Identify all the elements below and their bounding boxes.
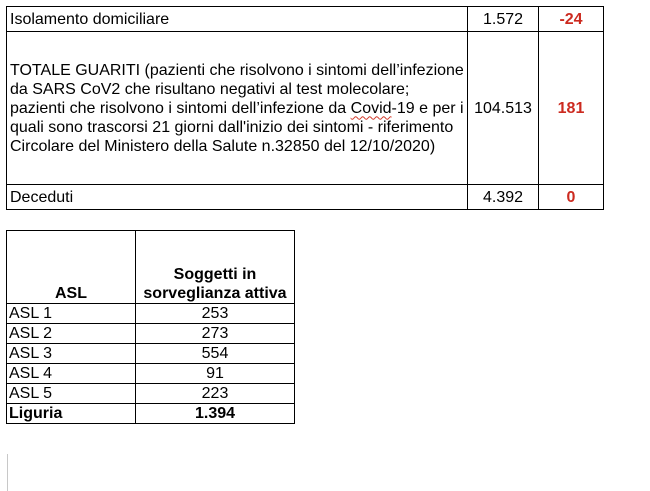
row-label: Isolamento domiciliare	[7, 7, 468, 32]
row-value: 4.392	[468, 185, 539, 210]
total-name: Liguria	[7, 404, 136, 424]
asl-value: 273	[136, 324, 295, 344]
asl-value: 253	[136, 304, 295, 324]
total-row	[7, 404, 295, 424]
table-row	[7, 185, 604, 210]
table-row	[7, 344, 295, 364]
total-value: 1.394	[136, 404, 295, 424]
asl-table	[6, 230, 295, 424]
row-label: Deceduti	[7, 185, 468, 210]
table-row	[7, 324, 295, 344]
label-text-post: -19 e per i quali sono trascorsi 21 giorni dall'inizio dei sintomi - riferimento Circolare del Ministero della Salute n.32850 del 12/10/2020)	[10, 99, 464, 155]
row-value: 1.572	[468, 7, 539, 32]
row-value: 104.513	[468, 32, 539, 185]
row-label	[7, 32, 468, 185]
asl-name: ASL 1	[7, 304, 136, 324]
asl-value: 91	[136, 364, 295, 384]
asl-value: 223	[136, 384, 295, 404]
gridline	[7, 454, 8, 491]
column-header-soggetti: Soggetti in sorveglianza attiva	[136, 231, 295, 304]
table-row	[7, 7, 604, 32]
column-header-asl: ASL	[7, 231, 136, 304]
table-row	[7, 364, 295, 384]
table-row	[7, 304, 295, 324]
row-delta: 181	[539, 32, 604, 185]
row-delta: 0	[539, 185, 604, 210]
asl-name: ASL 4	[7, 364, 136, 384]
asl-name: ASL 2	[7, 324, 136, 344]
spellcheck-word: Covid	[350, 99, 392, 117]
label-text-pre: TOTALE GUARITI (pazienti che risolvono i sintomi dell’infezione da SARS CoV2 che risultano negativi al test molecolare; pazienti che risolvono i sintomi dell’infezione da	[10, 61, 464, 117]
asl-name: ASL 3	[7, 344, 136, 364]
asl-value: 554	[136, 344, 295, 364]
asl-name: ASL 5	[7, 384, 136, 404]
table-row	[7, 384, 295, 404]
table-row	[7, 32, 604, 185]
summary-table	[6, 6, 604, 210]
row-delta: -24	[539, 7, 604, 32]
header-row	[7, 231, 295, 304]
